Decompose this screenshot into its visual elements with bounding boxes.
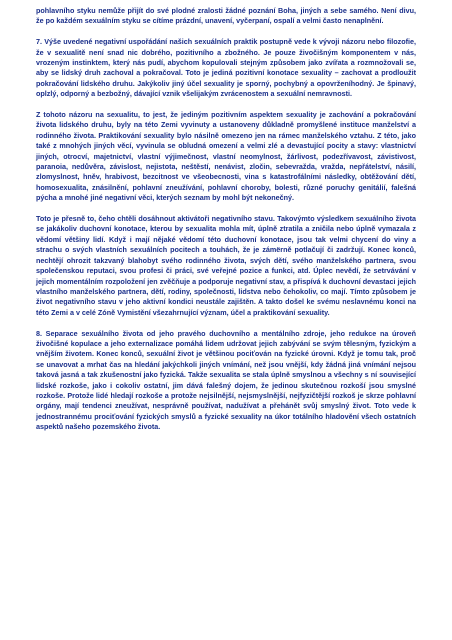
paragraph-4: Toto je přesně to, čeho chtěli dosáhnout aktivátoři negativního stavu. Takovýmto výsledkem sexuálního života se jakákoliv duchovní konotace, kterou by sexualita mohla mít, úplně ztratila a zničila nebo úplně vymazala z vědomí většiny lidí. Když i mají nějaké vědomí této duchovní konotace, jsou tak velmi chycení do viny a strachu o svých vlastních sexuálních pocitech a touhách, že je zámërně potlačují či zadržují. Konec konců, nechtějí ohrozit takzvaný blahobyt svého rodinného života, svých dětí, svého manželského partnera, svou společenskou reputaci, svou profesi či práci, své veřejné pozice a funkci, atd. Úplec nevědí, že setrvávání v jejich momentálním rozpoložení jen zvěčňuje a podporuje negativní stav, a přispívá k duchovní devastaci jejich vlastního manželského partnera, dětí, rodiny, společnosti, lidstva nebo čehokoliv, co mají. Tímto způsobem je život negativního stavu v jeho aktivní kondici neustále zajištěn. A takto došel ke svému neslavnému konci na této Zemi a v celé Zóně Vymistění všezahrnující význam, účel a praktikování sexuality. — [36, 214, 416, 317]
paragraph-3: Z tohoto názoru na sexualitu, to jest, že jediným pozitivním aspektem sexuality je zachování a pokračování života lidského druhu, byly na této Zemi vyvinuty a ustanoveny důkladně promyšlené instituce manželství a rodinného života. Praktikování sexuality bylo násilně omezeno jen na rámec manželského vztahu. Z této, jako také z mnohých jiných věcí, vyvinula se obludná omezení a velmi zlé a devastující pocity a stavy: vlastnictví jiných, otrocví, majetnictví, vlastní výjimečnost, vlastní neomylnost, žárlivost, podezřívavost, závistivost, paranoia, nedůvěra, závislost, nejistota, neštěstí, nenávist, zločin, sebevražda, vražda, nepřátelství, násilí, zlomyslnost, hněv, hrabivost, bezcitnost ve všeobecnosti, vina s katastrofálními následky, obtěžování dětí, homosexualita, znásilnění, pohlavní zneužívání, pohlavní choroby, bolesti, různé poruchy genitálií, falešná pýcha a mnohé jiné negativní věci, kterých seznam by mohl být nekonečný. — [36, 110, 416, 203]
paragraph-gap — [36, 318, 416, 328]
paragraph-gap — [36, 204, 416, 214]
paragraph-1: pohlavního styku nemůže přijít do své plodné zralosti žádné poznání Boha, jiných a sebe samého. Není divu, že po každém sexuálním styku se cítíme prázdní, unavení, vyčerpaní, ospalí a velmi často nenaplnění. — [36, 6, 416, 26]
paragraph-gap — [36, 27, 416, 37]
paragraph-gap — [36, 100, 416, 110]
paragraph-2: 7. Výše uvedené negativní uspořádání našich sexuálních praktik postupně vede k vývoji názoru nebo filozofie, že v sexualitě není snad nic dobrého, pozitivního a zbožného. Je pouze živočišným komponentem v nás, vrozeným instinktem, který nás pudí, abychom kopulovali stejným způsobem jako zvířata a rozmnožovali se, aby se lidský druh zachoval a pokračoval. Toto je jediná pozitivní konotace sexuality – zachovat a prodloužit pokračování lidského druhu. Jakýkoliv jiný účel sexuality je sporný, pochybný a opovrženíhodný. Je špinavý, oplzlý, odporný a bezbožný, dávající vznik všelijakým zvrácenostem a sexuální nemravnosti. — [36, 37, 416, 99]
paragraph-5: 8. Separace sexuálního života od jeho pravého duchovního a mentálního zdroje, jeho redukce na úroveň živočišné kopulace a jeho externalizace pomáhá lidem udržovat jejich zabývání se svým tělesným, fyzickým a vnějším životem. Konec konců, sexuální život je většinou pociťován na fyzické úrovni. Když je tomu tak, proč se unavovat a mrhat čas na hledání jakýchkoli jiných vnímání, než jsou vnější, kdy žádná jiná vnímání nejsou taková jasná a tak zkušenostní jako fyzická. Takže sexualita se stala úplně smyslnou a všechny s ní související lidské rozkoše, jako i cokoliv ostatní, jim dává falešný dojem, že jedinou skutečnou rozkoší jsou smyslné rozkoše. Protože lidé hledají rozkoše a protože nejsilnější, nejsmyslnější, nejfyzičtější rozkoš je skrze pohlavní orgány, mají tendenci zneužívat, nesprávně používat, nadužívat a přehánět svůj smyslný život. Toto vede k jednostrannému prociťování fyzických smyslů a fyzické sexuality na úkor totálního hladovění všech ostatních aspektů našeho pozemského života. — [36, 328, 416, 432]
document-page — [36, 6, 416, 433]
